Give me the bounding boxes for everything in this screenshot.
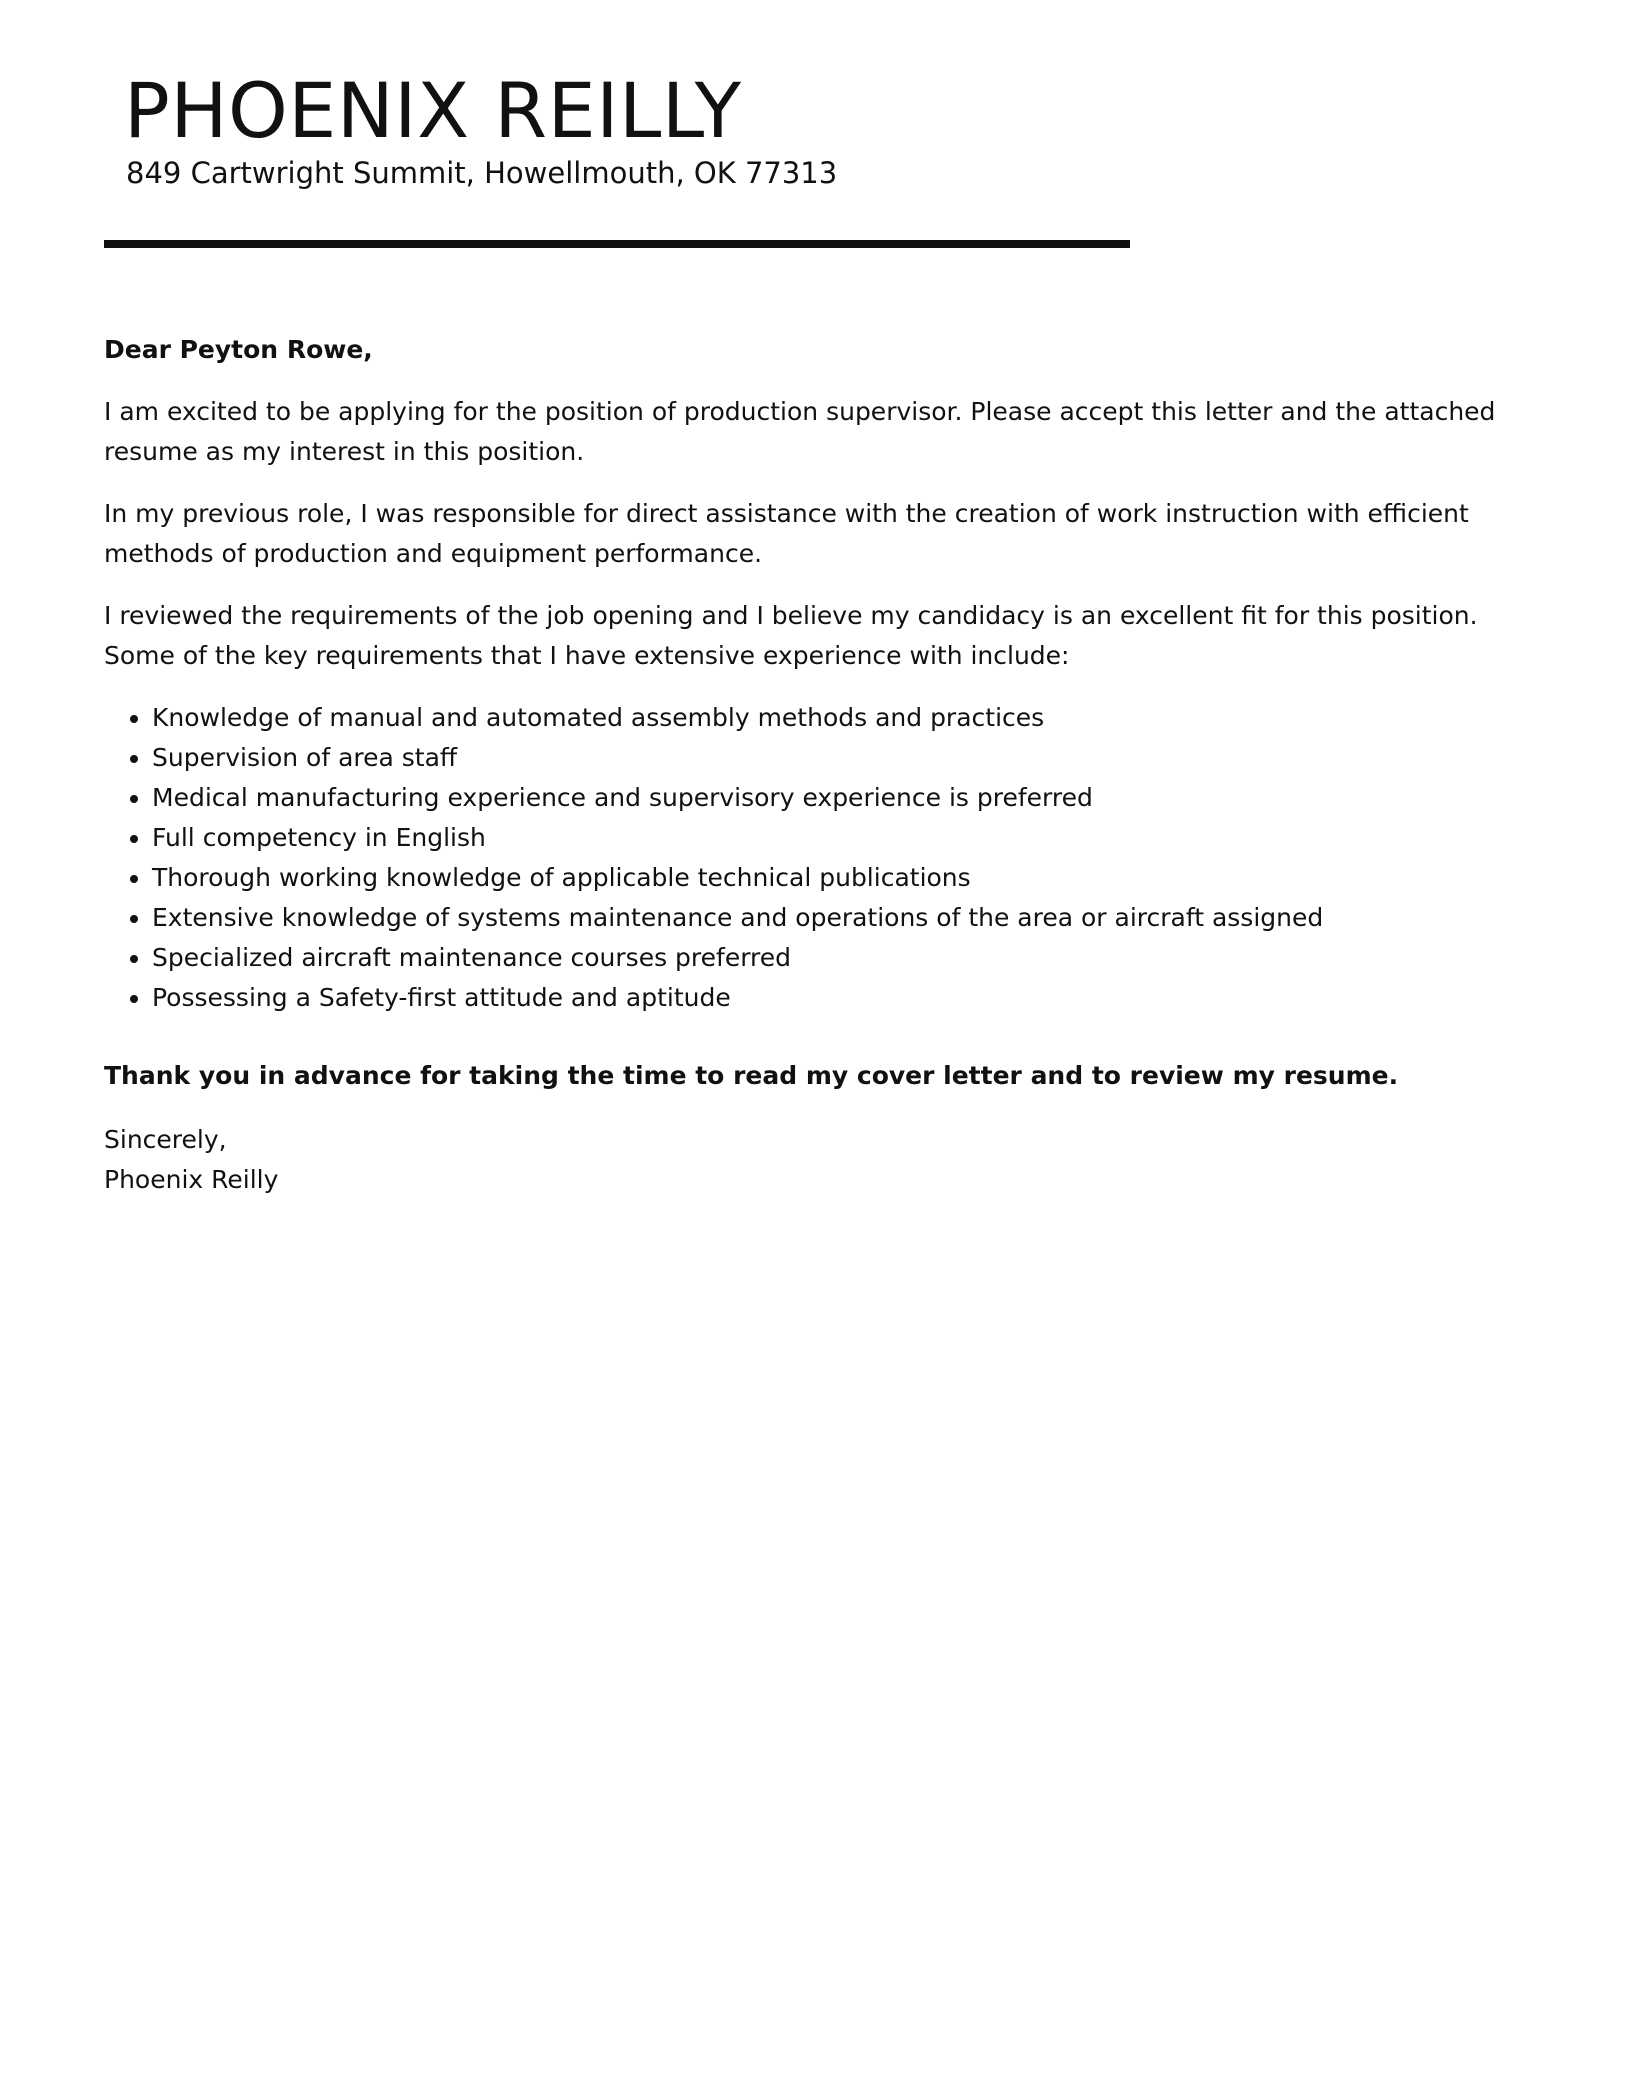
- body-paragraph-3: I reviewed the requirements of the job opening and I believe my candidacy is an excellent fit for this position. Some of the key requirements that I have extensive experience with include:: [104, 601, 1478, 670]
- letter-header: [124, 68, 1124, 191]
- signature-name: Phoenix Reilly: [104, 1165, 279, 1194]
- salutation: Dear Peyton Rowe,: [104, 335, 373, 364]
- applicant-name: PHOENIX REILLY: [124, 66, 742, 155]
- requirements-list: [104, 698, 1544, 1018]
- list-item: • Knowledge of manual and automated assembly methods and practices: [152, 698, 1544, 738]
- list-item: • Possessing a Safety-first attitude and aptitude: [152, 978, 1544, 1018]
- list-item: • Thorough working knowledge of applicable technical publications: [152, 858, 1544, 898]
- list-item: • Medical manufacturing experience and supervisory experience is preferred: [152, 778, 1544, 818]
- letter-body: [104, 330, 1544, 1200]
- list-item: • Supervision of area staff: [152, 738, 1544, 778]
- closing-statement: Thank you in advance for taking the time to read my cover letter and to review my resume.: [104, 1061, 1399, 1090]
- applicant-address: 849 Cartwright Summit, Howellmouth, OK 77313: [126, 156, 838, 191]
- list-item: • Specialized aircraft maintenance courses preferred: [152, 938, 1544, 978]
- signoff: Sincerely,: [104, 1125, 227, 1154]
- list-item: • Extensive knowledge of systems maintenance and operations of the area or aircraft assigned: [152, 898, 1544, 938]
- list-item: • Full competency in English: [152, 818, 1544, 858]
- body-paragraph-1: I am excited to be applying for the position of production supervisor. Please accept this letter and the attached resume as my interest in this position.: [104, 397, 1496, 466]
- body-paragraph-2: In my previous role, I was responsible for direct assistance with the creation of work instruction with efficient methods of production and equipment performance.: [104, 499, 1469, 568]
- signoff-block: [104, 1120, 1544, 1200]
- header-divider: [104, 240, 1130, 248]
